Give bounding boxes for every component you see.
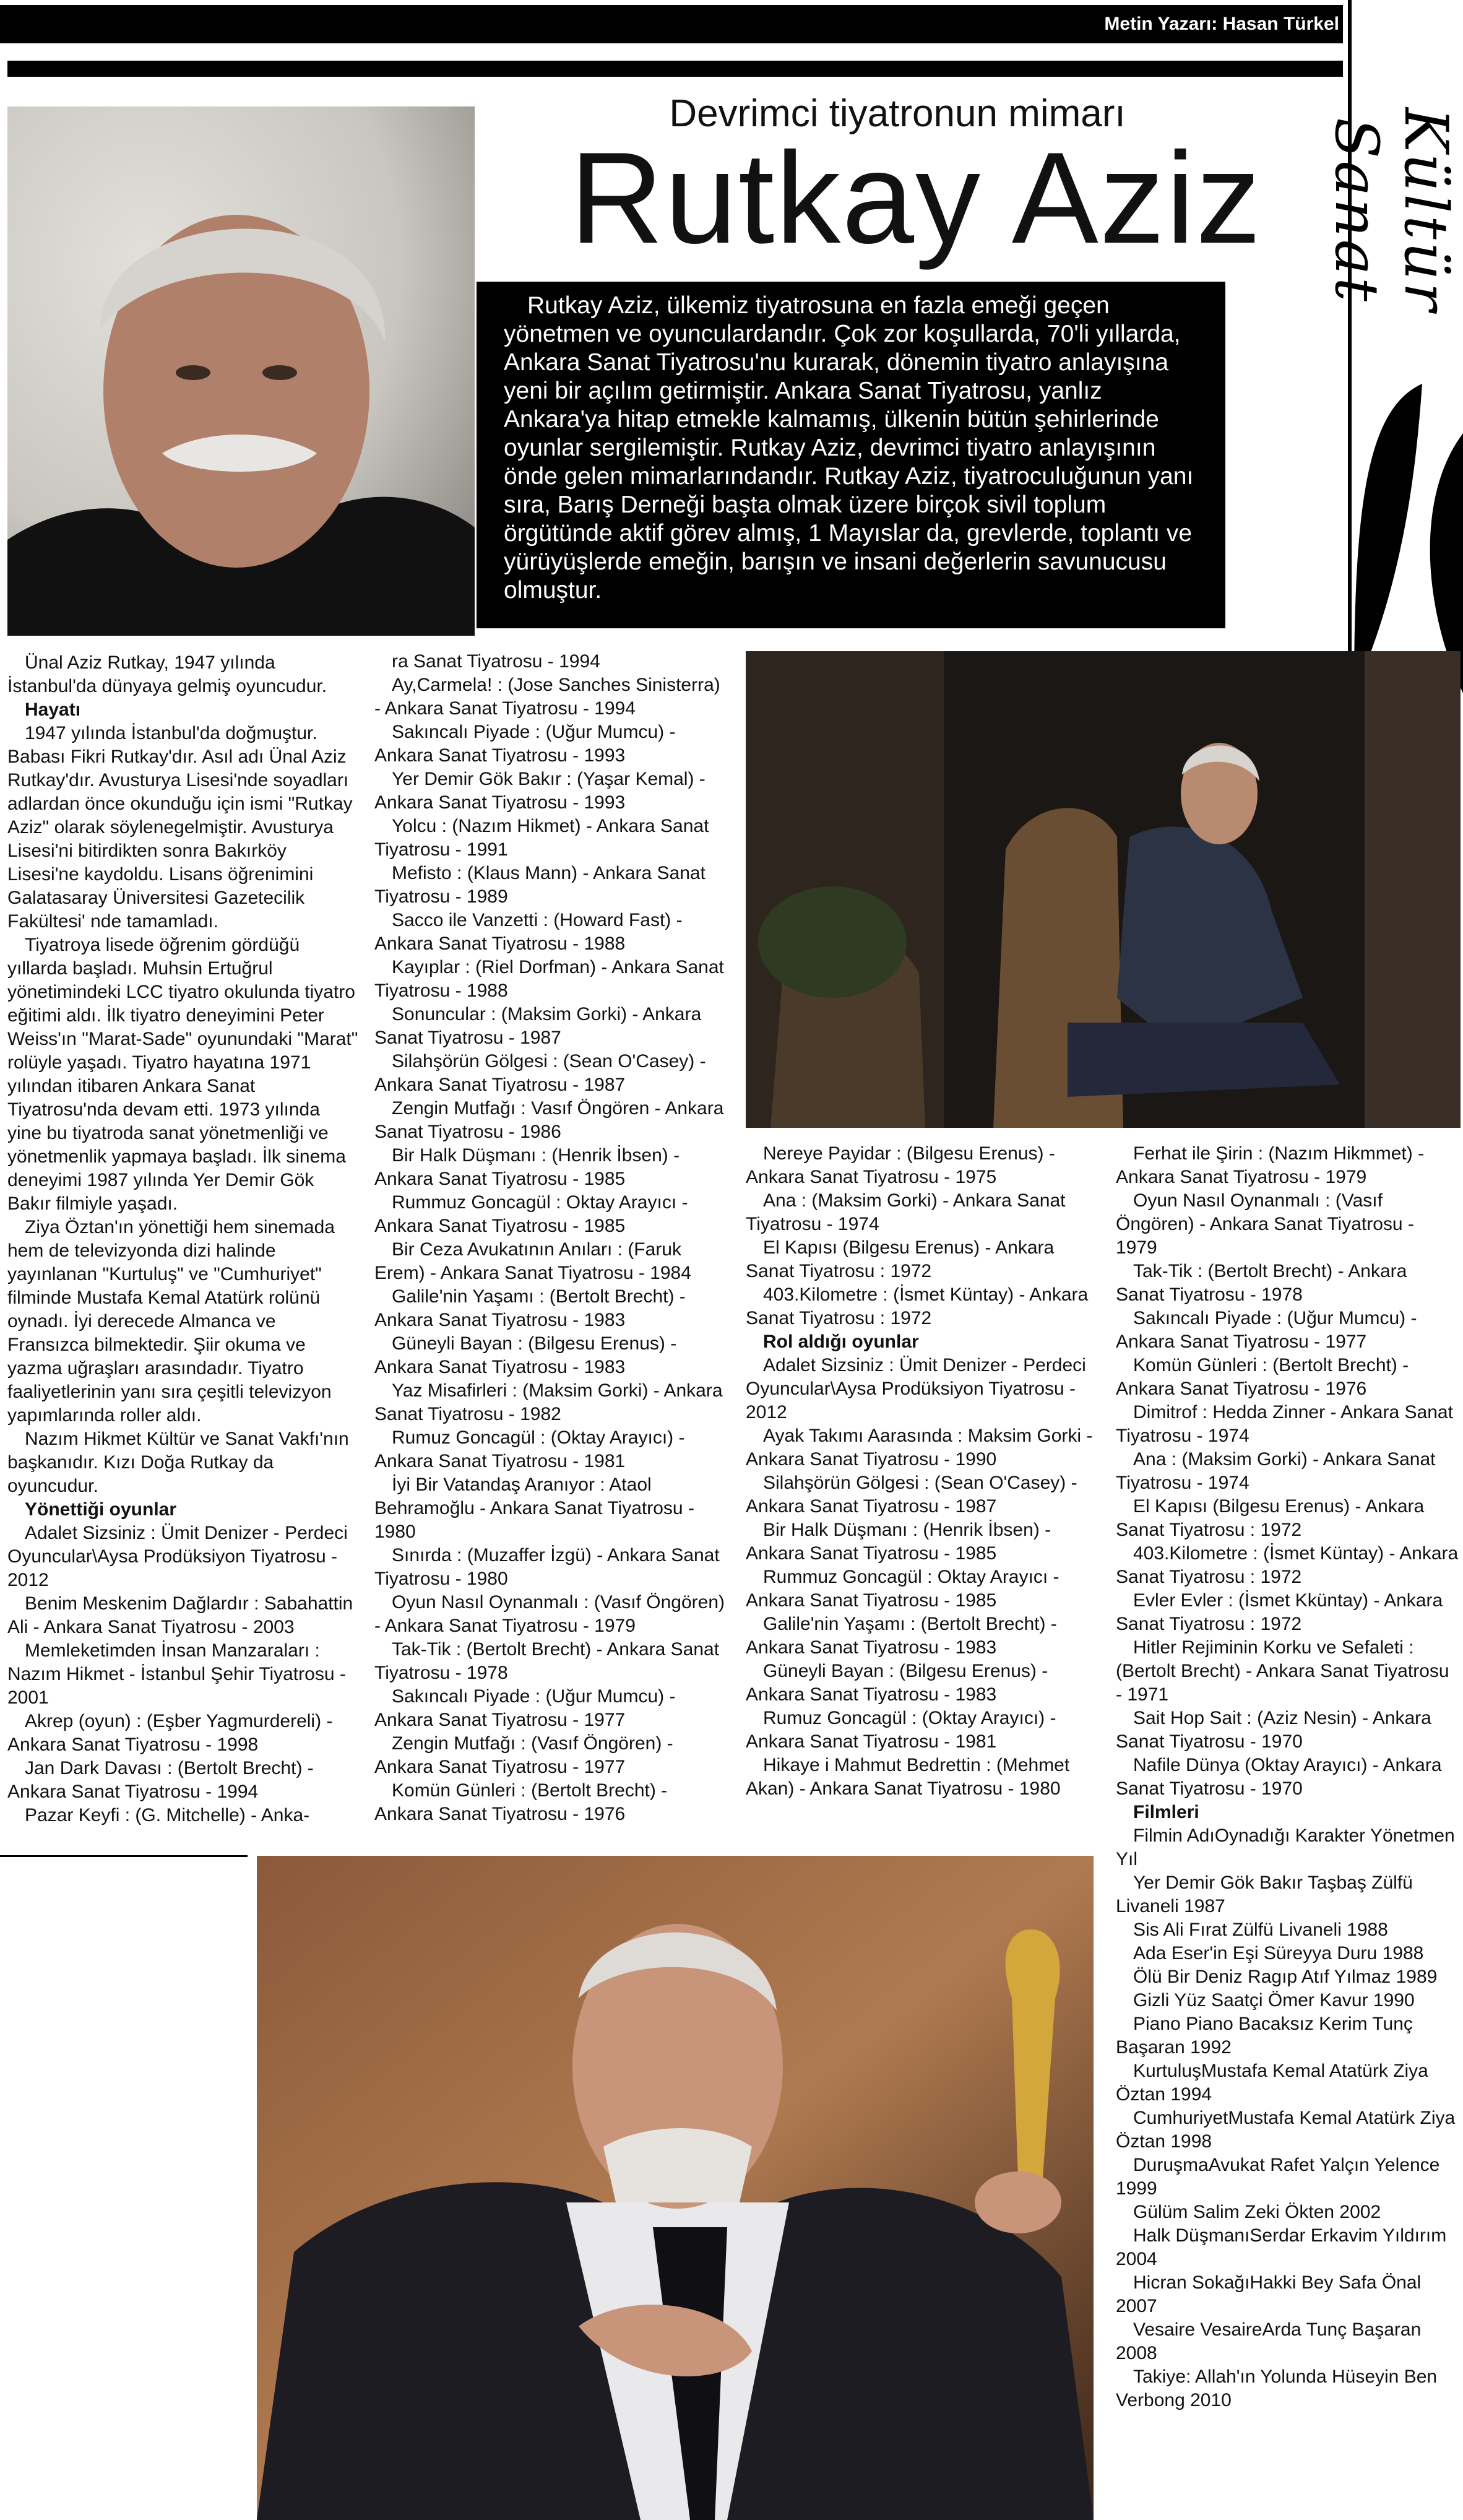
paragraph: Galile'nin Yaşamı : (Bertolt Brecht) - Ankara Sanat Tiyatrosu - 1983 [746,1614,1057,1658]
text-column-1 [7,651,359,1827]
paragraph: Yaz Misafirleri : (Maksim Gorki) - Ankara Sanat Tiyatrosu - 1982 [374,1380,723,1424]
author-credit: Metin Yazarı: Hasan Türkel [1104,14,1339,34]
paragraph: Ölü Bir Deniz Ragıp Atıf Yılmaz 1989 [1133,1967,1438,1987]
paragraph: Ziya Öztan'ın yönettiği hem sinemada hem de televizyonda dizi halinde yayınlanan "Kurtuluş" ve "Cumhuriyet" filminde Mustafa Kemal Atatürk rolünü oynadı. İyi derecede Almanca ve Fransızca bilmektedir. Şiir okuma ve yazma uğraşları arasındadır. Tiyatro faaliyetlerinin yanı sıra çeşitli televizyon yapımlarında roller aldı. [7,1217,335,1426]
award-photo [257,1856,1094,2520]
paragraph: Güneyli Bayan : (Bilgesu Erenus) - Ankara Sanat Tiyatrosu - 1983 [746,1661,1048,1705]
paragraph: Dimitrof : Hedda Zinner - Ankara Sanat Tiyatrosu - 1974 [1116,1402,1453,1446]
paragraph: El Kapısı (Bilgesu Erenus) - Ankara Sanat Tiyatrosu : 1972 [1116,1496,1425,1540]
paragraph: El Kapısı (Bilgesu Erenus) - Ankara Sanat Tiyatrosu : 1972 [746,1237,1055,1281]
paragraph: Rummuz Goncagül : Oktay Arayıcı - Ankara Sanat Tiyatrosu - 1985 [374,1192,688,1236]
paragraph: Hitler Rejiminin Korku ve Sefaleti : (Bertolt Brecht) - Ankara Sanat Tiyatrosu - 1971 [1116,1637,1449,1705]
paragraph: Ana : (Maksim Gorki) - Ankara Sanat Tiyatrosu - 1974 [1116,1449,1436,1493]
paragraph: Zengin Mutfağı : (Vasıf Öngören) - Ankara Sanat Tiyatrosu - 1977 [374,1733,673,1777]
paragraph: Tak-Tik : (Bertolt Brecht) - Ankara Sanat Tiyatrosu - 1978 [374,1639,720,1683]
paragraph: Oyun Nasıl Oynanmalı : (Vasıf Öngören) - Ankara Sanat Tiyatrosu - 1979 [374,1592,725,1636]
paragraph: Evler Evler : (İsmet Kküntay) - Ankara Sanat Tiyatrosu : 1972 [1116,1590,1443,1634]
paragraph: Nereye Payidar : (Bilgesu Erenus) - Ankara Sanat Tiyatrosu - 1975 [746,1143,1055,1187]
paragraph: Oyun Nasıl Oynanmalı : (Vasıf Öngören) - Ankara Sanat Tiyatrosu - 1979 [1116,1190,1414,1258]
seated-portrait-photo [746,651,1461,1128]
paragraph: Zengin Mutfağı : Vasıf Öngören - Ankara Sanat Tiyatrosu - 1986 [374,1098,724,1142]
paragraph: KurtuluşMustafa Kemal Atatürk Ziya Öztan 1994 [1116,2061,1428,2105]
paragraph: 403.Kilometre : (İsmet Küntay) - Ankara Sanat Tiyatrosu : 1972 [1116,1543,1459,1587]
portrait-photo [7,106,475,636]
header-rule [7,61,1343,77]
lead-box [477,282,1225,628]
paragraph: Silahşörün Gölgesi : (Sean O'Casey) - Ankara Sanat Tiyatrosu - 1987 [746,1473,1077,1517]
paragraph: Sait Hop Sait : (Aziz Nesin) - Ankara Sanat Tiyatrosu - 1970 [1116,1708,1431,1752]
paragraph: 403.Kilometre : (İsmet Küntay) - Ankara Sanat Tiyatrosu : 1972 [746,1284,1089,1328]
paragraph: 1947 yılında İstanbul'da doğmuştur. Babası Fikri Rutkay'dır. Asıl adı Ünal Aziz Rutkay'dır. Avusturya Lisesi'nde soyadları adlardan önce okunduğu için ismi "Rutkay Aziz" olarak söylenegelmiştir. Avusturya Lisesi'ni bitirdikten sonra Bakırköy Lisesi'ne kaydoldu. Lisans öğrenimini Galatasaray Üniversitesi Gazetecilik Fakültesi' nde tamamladı. [7,723,353,932]
paragraph: DuruşmaAvukat Rafet Yalçın Yelence 1999 [1116,2155,1440,2199]
paragraph: İyi Bir Vatandaş Aranıyor : Ataol Behramoğlu - Ankara Sanat Tiyatrosu - 1980 [374,1474,694,1542]
paragraph: Adalet Sizsiniz : Ümit Denizer - Perdeci Oyuncular\Aysa Prodüksiyon Tiyatrosu - 2012 [746,1355,1086,1422]
paragraph: Ada Eser'in Eşi Süreyya Duru 1988 [1133,1943,1424,1964]
paragraph: Hayatı [25,699,81,720]
paragraph: Mefisto : (Klaus Mann) - Ankara Sanat Tiyatrosu - 1989 [374,863,706,907]
paragraph: Bir Ceza Avukatının Anıları : (Faruk Erem) - Ankara Sanat Tiyatrosu - 1984 [374,1239,691,1283]
paragraph: Rummuz Goncagül : Oktay Arayıcı - Ankara Sanat Tiyatrosu - 1985 [746,1567,1059,1611]
paragraph: Sacco ile Vanzetti : (Howard Fast) - Ankara Sanat Tiyatrosu - 1988 [374,910,683,954]
paragraph: Sakıncalı Piyade : (Uğur Mumcu) - Ankara Sanat Tiyatrosu - 1977 [1116,1308,1417,1352]
paragraph: Kayıplar : (Riel Dorfman) - Ankara Sanat Tiyatrosu - 1988 [374,957,724,1001]
paragraph: Komün Günleri : (Bertolt Brecht) - Ankara Sanat Tiyatrosu - 1976 [1116,1355,1409,1399]
paragraph: Sis Ali Fırat Zülfü Livaneli 1988 [1133,1920,1388,1940]
paragraph: Sakıncalı Piyade : (Uğur Mumcu) - Ankara Sanat Tiyatrosu - 1993 [374,722,676,766]
paragraph: Komün Günleri : (Bertolt Brecht) - Ankara Sanat Tiyatrosu - 1976 [374,1780,668,1824]
paragraph: Benim Meskenim Dağlardır : Sabahattin Ali - Ankara Sanat Tiyatrosu - 2003 [7,1593,353,1637]
paragraph: ra Sanat Tiyatrosu - 1994 [392,651,600,672]
paragraph: Ferhat ile Şirin : (Nazım Hikmmet) - Ankara Sanat Tiyatrosu - 1979 [1116,1143,1425,1187]
paragraph: Ay,Carmela! : (Jose Sanches Sinisterra) - Ankara Sanat Tiyatrosu - 1994 [374,675,720,719]
paragraph: Memleketimden İnsan Manzaraları : Nazım Hikmet - İstanbul Şehir Tiyatrosu - 2001 [7,1640,346,1708]
paragraph: Ana : (Maksim Gorki) - Ankara Sanat Tiyatrosu - 1974 [746,1190,1066,1234]
text-column-4 [1116,1142,1459,2412]
paragraph: CumhuriyetMustafa Kemal Atatürk Ziya Öztan 1998 [1116,2108,1456,2152]
text-column-2 [374,650,728,1826]
paragraph: Sınırda : (Muzaffer İzgü) - Ankara Sanat Tiyatrosu - 1980 [374,1545,720,1589]
paragraph: Sonuncular : (Maksim Gorki) - Ankara Sanat Tiyatrosu - 1987 [374,1004,702,1048]
paragraph: Rumuz Goncagül : (Oktay Arayıcı) - Ankara Sanat Tiyatrosu - 1981 [374,1427,685,1471]
paragraph: Ünal Aziz Rutkay, 1947 yılında İstanbul'da dünyaya gelmiş oyuncudur. [7,652,327,696]
paragraph: Tak-Tik : (Bertolt Brecht) - Ankara Sanat Tiyatrosu - 1978 [1116,1261,1407,1305]
paragraph: Rol aldığı oyunlar [763,1331,919,1352]
lead-paragraph: Rutkay Aziz, ülkemiz tiyatrosuna en fazla emeği geçen yönetmen ve oyunculardandır. Çok zor koşullarda, 70'li yıllarda, Ankara Sanat Tiyatrosu'nu kurarak, dönemin tiyatro anlayışına yeni bir açılım getirmiştir. Ankara Sanat Tiyatrosu, yanlız Ankara'ya hitap etmekle kalmamış, ülkenin bütün şehirlerinde oyunlar sergilemiştir. Rutkay Aziz, devrimci tiyatro anlayışının önde gelen mimarlarındandır. Rutkay Aziz, tiyatroculuğunun yanı sıra, Barış Derneği başta olmak üzere birçok sivil toplum örgütünde aktif görev almış, 1 Mayıslar da, grevlerde, toplantı ve yürüyüşlerde emeğin, barışın ve insani değerlerin savunucusu olmuştur. [504,292,1194,604]
paragraph: Bir Halk Düşmanı : (Henrik İbsen) - Ankara Sanat Tiyatrosu - 1985 [746,1520,1051,1564]
paragraph: Filmin AdıOynadığı Karakter Yönetmen Yıl [1116,1825,1455,1869]
paragraph: Adalet Sizsiniz : Ümit Denizer - Perdeci Oyuncular\Aysa Prodüksiyon Tiyatrosu - 2012 [7,1523,348,1590]
paragraph: Yönettiği oyunlar [25,1499,177,1520]
paragraph: Rumuz Goncagül : (Oktay Arayıcı) - Ankara Sanat Tiyatrosu - 1981 [746,1708,1056,1752]
paragraph: Filmleri [1133,1802,1199,1822]
paragraph: Piano Piano Bacaksız Kerim Tunç Başaran 1992 [1116,2014,1413,2058]
section-label: Kültür Sanat [1322,107,1461,314]
paragraph: Güneyli Bayan : (Bilgesu Erenus) - Ankara Sanat Tiyatrosu - 1983 [374,1333,677,1377]
text-column-3 [746,1142,1097,1801]
paragraph: Pazar Keyfi : (G. Mitchelle) - Anka- [25,1805,310,1825]
paragraph: Galile'nin Yaşamı : (Bertolt Brecht) - Ankara Sanat Tiyatrosu - 1983 [374,1286,686,1330]
paragraph: Gizli Yüz Saatçi Ömer Kavur 1990 [1133,1990,1415,2011]
paragraph: Vesaire VesaireArda Tunç Başaran 2008 [1116,2319,1422,2363]
paragraph: Akrep (oyun) : (Eşber Yagmurdereli) - Ankara Sanat Tiyatrosu - 1998 [7,1711,333,1755]
paragraph: Tiyatroya lisede öğrenim gördüğü yıllarda başladı. Muhsin Ertuğrul yönetimindeki LCC tiyatro okulunda tiyatro eğitimi aldı. İlk tiyatro deneyimini Peter Weiss'ın "Marat-Sade" oyunundaki "Marat" rolüyle yaşadı. Tiyatro hayatına 1971 yılından itibaren Ankara Sanat Tiyatrosu'nda devam etti. 1973 yılında yine bu tiyatroda sanat yönetmenliği ve yönetmenlik yapmaya başladı. İlk sinema deneyimi 1987 yılında Yer Demir Gök Bakır filmiyle yaşadı. [7,935,358,1214]
paragraph: Gülüm Salim Zeki Ökten 2002 [1133,2202,1381,2222]
paragraph: Halk DüşmanıSerdar Erkavim Yıldırım 2004 [1116,2225,1447,2269]
paragraph: Jan Dark Davası : (Bertolt Brecht) - Ankara Sanat Tiyatrosu - 1994 [7,1758,314,1802]
paragraph: Hicran SokağıHakki Bey Safa Önal 2007 [1116,2272,1422,2316]
paragraph: Takiye: Allah'ın Yolunda Hüseyin Ben Verbong 2010 [1116,2366,1438,2410]
paragraph: Yer Demir Gök Bakır Taşbaş Zülfü Livaneli 1987 [1116,1873,1413,1916]
headline: Rutkay Aziz [569,125,1262,271]
paragraph: Bir Halk Düşmanı : (Henrik İbsen) - Ankara Sanat Tiyatrosu - 1985 [374,1145,680,1189]
paragraph: Hikaye i Mahmut Bedrettin : (Mehmet Akan) - Ankara Sanat Tiyatrosu - 1980 [746,1755,1070,1799]
kicker: Devrimci tiyatronun mimarı [669,92,1126,135]
paragraph: Silahşörün Gölgesi : (Sean O'Casey) - Ankara Sanat Tiyatrosu - 1987 [374,1051,706,1095]
paragraph: Ayak Takımı Aarasında : Maksim Gorki - Ankara Sanat Tiyatrosu - 1990 [746,1426,1093,1470]
paragraph: Yolcu : (Nazım Hikmet) - Ankara Sanat Tiyatrosu - 1991 [374,816,709,860]
column-rule [0,1855,248,1857]
paragraph: Yer Demir Gök Bakır : (Yaşar Kemal) - Ankara Sanat Tiyatrosu - 1993 [374,769,706,813]
paragraph: Nazım Hikmet Kültür ve Sanat Vakfı'nın başkanıdır. Kızı Doğa Rutkay da oyuncudur. [7,1429,349,1496]
paragraph: Nafile Dünya (Oktay Arayıcı) - Ankara Sanat Tiyatrosu - 1970 [1116,1755,1442,1799]
paragraph: Sakıncalı Piyade : (Uğur Mumcu) - Ankara Sanat Tiyatrosu - 1977 [374,1686,676,1730]
